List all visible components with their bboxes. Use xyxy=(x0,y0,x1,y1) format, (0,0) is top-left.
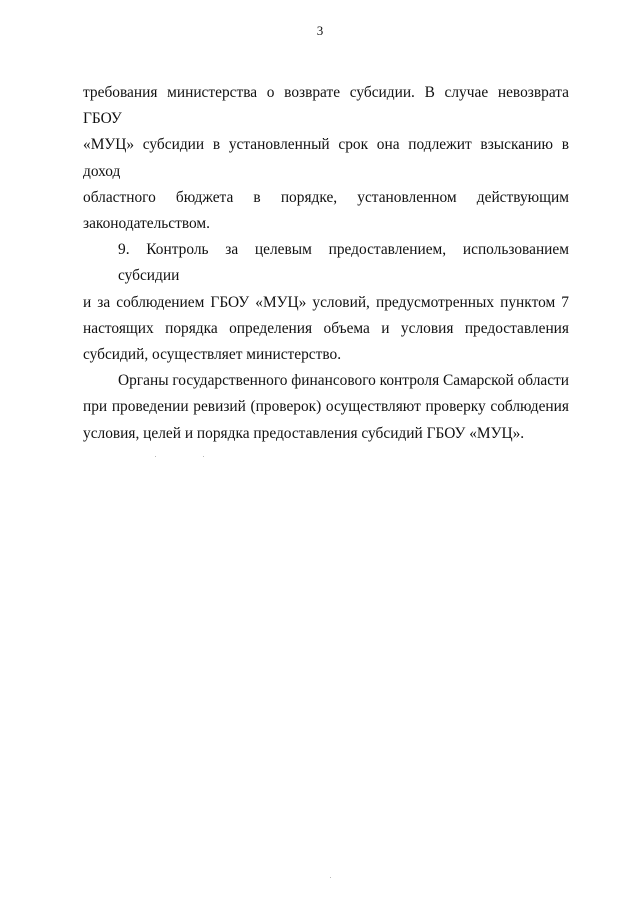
text-line: требования министерства о возврате субсидии. В случае невозврата ГБОУ xyxy=(83,84,569,128)
scan-speck xyxy=(330,877,331,878)
text-line: условия, целей и порядка предоставления субсидий ГБОУ «МУЦ». xyxy=(83,424,525,442)
text-line: Органы государственного финансового контроля Самарской области xyxy=(118,372,570,390)
paragraph-control-bodies xyxy=(83,368,569,447)
text-line: при проведении ревизий (проверок) осуществляют проверку соблюдения xyxy=(83,398,569,416)
text-line: и за соблюдением ГБОУ «МУЦ» условий, предусмотренных пунктом 7 xyxy=(83,293,569,311)
page-number: 3 xyxy=(316,23,324,38)
text-line: «МУЦ» субсидии в установленный срок она подлежит взысканию в доход xyxy=(83,136,569,180)
scan-speck xyxy=(203,456,204,457)
text-line: субсидий, осуществляет министерство. xyxy=(83,346,342,364)
paragraph-item-9 xyxy=(83,237,569,368)
text-line: областного бюджета в порядке, установленном действующим xyxy=(83,188,569,206)
paragraph-continuation xyxy=(83,80,569,237)
text-line: законодательством. xyxy=(83,215,211,233)
text-line: 9. Контроль за целевым предоставлением, использованием субсидии xyxy=(118,241,569,285)
text-line: настоящих порядка определения объема и условия предоставления xyxy=(83,319,569,337)
document-body xyxy=(83,80,569,447)
scan-speck xyxy=(155,456,156,457)
